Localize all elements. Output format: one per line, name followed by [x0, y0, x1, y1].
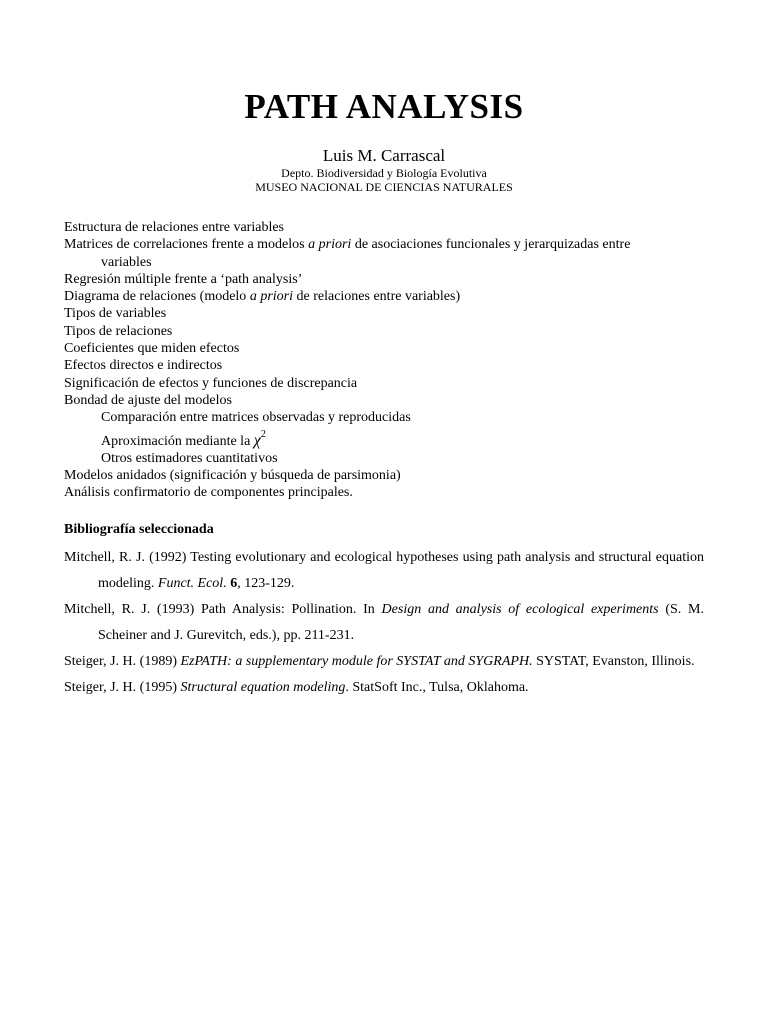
list-item: Significación de efectos y funciones de discrepancia: [64, 375, 358, 391]
reference-entry: [64, 545, 704, 597]
book-title: Structural equation modeling: [180, 680, 346, 695]
reference-text: (S. M. Scheiner and J. Gurevitch, eds.), pp. 211-231.: [98, 602, 704, 643]
sub-list-item: [64, 427, 714, 450]
page-title: PATH ANALYSIS: [244, 87, 524, 126]
reference-entry: [64, 649, 704, 675]
author-name: Luis M. Carrascal: [322, 146, 446, 165]
list-item: [64, 236, 714, 253]
list-item: Análisis confirmatorio de componentes principales.: [64, 485, 353, 501]
institution: MUSEO NACIONAL DE CIENCIAS NATURALES: [255, 180, 513, 194]
bibliography-list: [64, 545, 704, 701]
reference-text: Mitchell, R. J. (1993) Path Analysis: Pollination. In: [64, 602, 382, 617]
reference-text: Steiger, J. H. (1989): [64, 654, 181, 669]
list-item-text: de asociaciones funcionales y jerarquizadas entre: [351, 237, 631, 253]
list-item: Tipos de variables: [64, 306, 167, 322]
sub-list-item: Otros estimadores cuantitativos: [101, 450, 278, 466]
bibliography-heading: Bibliografía seleccionada: [64, 522, 214, 537]
list-item: Tipos de relaciones: [64, 323, 173, 339]
list-item: Regresión múltiple frente a ‘path analysis’: [64, 271, 303, 287]
volume-number: 6: [230, 576, 238, 591]
chi-symbol: χ: [253, 431, 261, 449]
list-item: Estructura de relaciones entre variables: [64, 220, 285, 235]
reference-text: Mitchell, R. J. (1992) Testing evolutionary and ecological hypotheses using path analysis and structural equation modeling.: [64, 550, 704, 591]
list-item-emphasis: a priori: [249, 289, 293, 305]
reference-text: Steiger, J. H. (1995): [64, 680, 181, 695]
list-item-continuation: variables: [101, 254, 152, 270]
list-item: Bondad de ajuste del modelos: [64, 392, 232, 408]
list-item-text: de relaciones entre variables): [293, 289, 461, 305]
department: Depto. Biodiversidad y Biología Evolutiva: [281, 166, 487, 180]
contents-list: [64, 219, 714, 502]
book-title: Design and analysis of ecological experiments: [381, 602, 659, 617]
reference-entry: [64, 675, 704, 701]
list-item: Efectos directos e indirectos: [64, 358, 223, 374]
reference-text: . StatSoft Inc., Tulsa, Oklahoma.: [345, 680, 529, 695]
sub-list-item-text: Aproximación mediante la: [101, 433, 254, 449]
reference-text: , 123-129.: [237, 576, 295, 591]
reference-text: SYSTAT, Evanston, Illinois.: [532, 654, 695, 669]
journal-name: Funct. Ecol.: [157, 576, 227, 591]
list-item-emphasis: a priori: [308, 237, 352, 253]
superscript: 2: [260, 428, 266, 440]
list-item: [64, 288, 714, 305]
list-item: Coeficientes que miden efectos: [64, 341, 240, 357]
list-item: Modelos anidados (significación y búsqueda de parsimonia): [64, 468, 401, 484]
reference-entry: [64, 597, 704, 649]
list-item-text: Matrices de correlaciones frente a modelos: [64, 237, 309, 253]
list-item-text: Diagrama de relaciones (modelo: [64, 289, 250, 305]
software-title: EzPATH: a supplementary module for SYSTAT and SYGRAPH.: [180, 654, 533, 669]
sub-list-item: Comparación entre matrices observadas y reproducidas: [101, 410, 411, 426]
